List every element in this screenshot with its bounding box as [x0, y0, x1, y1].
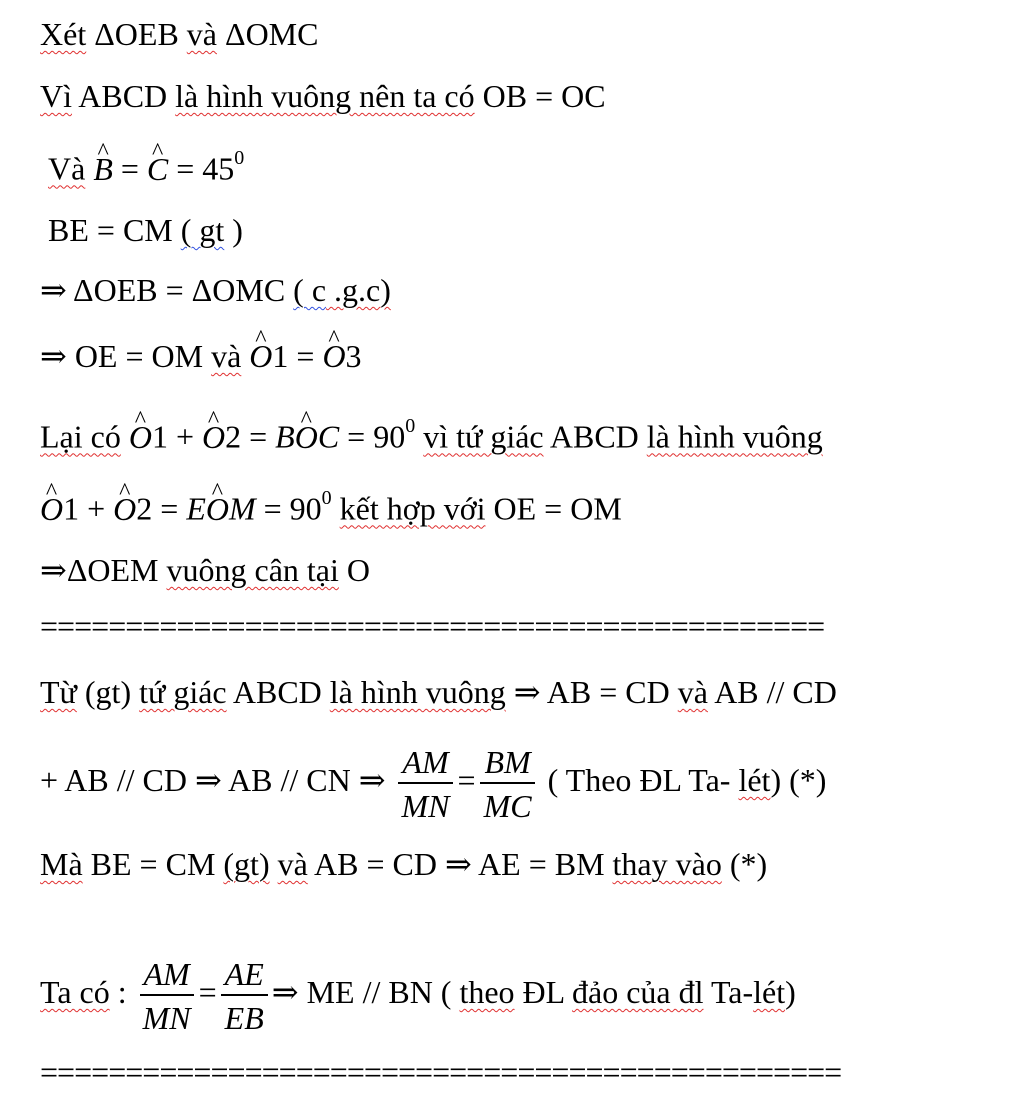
line-2: Vì ABCD là hình vuông nên ta có OB = OC	[40, 78, 606, 114]
fraction-bm-mc: $\frac{BM}{MC}$	[480, 744, 536, 824]
separator-2: ===============================================	[40, 1054, 842, 1090]
line-10: Từ (gt) tứ giác ABCD là hình vuông ⇒ AB = CD và AB // CD	[40, 674, 837, 710]
line-3: Và ^ B = ^ $C = 45^0$	[48, 142, 244, 189]
angle-b: ^ B	[93, 149, 113, 189]
line-6: ⇒ OE = OM và ^ O1 = ^ O3	[40, 336, 362, 376]
fraction-ae-eb: $\frac{AE}{EB}$	[221, 956, 268, 1036]
angle-c: ^ C	[147, 149, 168, 189]
fraction-am-mn-2: $\frac{AM}{MN}$	[139, 956, 195, 1036]
line-8: ^ O1 + ^ O2 = E^ OM = $90^0$ kết hợp với OE = OM	[40, 482, 622, 529]
word: Xét	[40, 16, 87, 52]
line-11: + AB // CD ⇒ AB // CN ⇒ $\frac{AM}{MN}$ = $\frac{BM}{MC}$ ( Theo ĐL Ta- lét) (*)	[40, 743, 827, 824]
line-12: Mà BE = CM (gt) và AB = CD ⇒ AE = BM thay vào (*)	[40, 846, 768, 882]
line-1: Xét ΔOEB và ΔOMC	[40, 16, 319, 52]
separator-1: ==============================================	[40, 608, 825, 644]
line-9: ⇒ΔOEM vuông cân tại O	[40, 552, 370, 588]
fraction-am-mn: $\frac{AM}{MN}$	[398, 744, 454, 824]
line-4: BE = CM ( gt )	[48, 212, 243, 248]
line-5: ⇒ ΔOEB = ΔOMC ( c .g.c)	[40, 272, 391, 308]
line-13: Ta có : $\frac{AM}{MN}$ = $\frac{AE}{EB}$ ⇒ ME // BN ( theo ĐL đảo của đl Ta-lét)	[40, 955, 796, 1036]
line-7: Lại có ^ O1 + ^ O2 = B^ OC = $90^0$ vì tứ giác ABCD là hình vuông	[40, 410, 823, 457]
